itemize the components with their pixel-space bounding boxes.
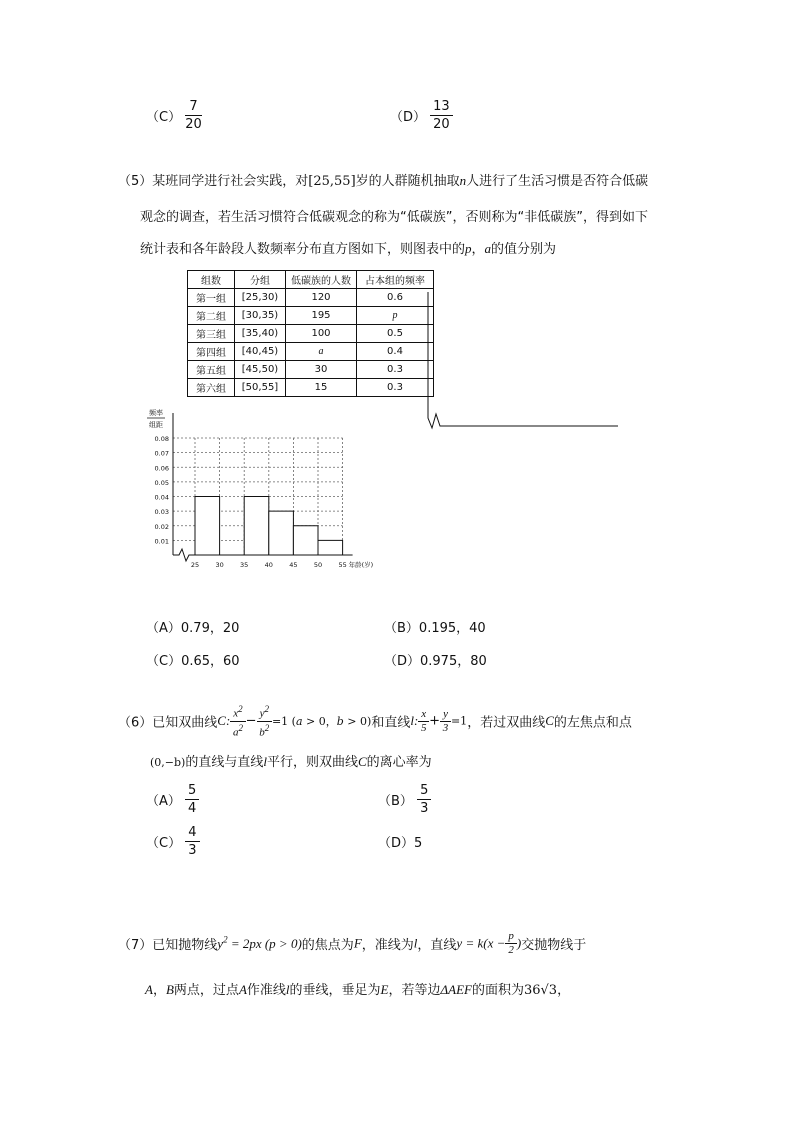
plus-sign: + [429, 713, 441, 729]
table-row [188, 361, 434, 379]
numerator: $y^2$ [257, 703, 272, 722]
q5-option-b: （B）0.195，40 [384, 621, 486, 636]
q6-option-d: （D）5 [378, 836, 423, 851]
y-axis-label: 组距 [149, 421, 163, 429]
table-cell: [50,55] [235, 379, 286, 397]
table-cell: 第三组 [188, 325, 235, 343]
x-tick-label: 35 [240, 561, 249, 569]
numerator: 5 [185, 782, 199, 800]
y-tick-label: 0.07 [154, 449, 169, 458]
numerator: x [418, 708, 429, 722]
q6-option-c [146, 824, 200, 859]
q4-option-d [390, 98, 453, 133]
table-cell: 195 [286, 307, 357, 325]
fraction [257, 703, 272, 739]
x-tick-label: 30 [215, 561, 224, 569]
y-tick-label: 0.06 [154, 464, 169, 473]
numerator: 13 [430, 98, 453, 116]
x-tick-label: 40 [264, 561, 273, 569]
point: (0,−b) [150, 756, 186, 769]
text: 岁的人群随机抽取 [355, 174, 460, 189]
numerator: p [505, 930, 517, 944]
area-value: 36√3 [523, 983, 558, 998]
text: 和直线 [371, 715, 411, 731]
x-tick-label: 55 [338, 561, 347, 569]
text: ，若等边 [388, 983, 441, 998]
numerator: y [440, 708, 451, 722]
numerator: $x^2$ [230, 703, 245, 722]
table-cell: 0.4 [357, 343, 434, 361]
table-header: 分组 [235, 271, 286, 289]
var-l: l [263, 754, 267, 769]
histogram-bar [293, 526, 318, 555]
text: 两点，过点 [173, 983, 239, 998]
frequency-histogram [125, 405, 395, 575]
equation-line: y = k(x − [456, 935, 506, 951]
minus-sign: − [245, 713, 257, 729]
q4-option-c [146, 98, 202, 133]
text: 的焦点为 [301, 938, 354, 953]
table-cell: 第五组 [188, 361, 235, 379]
text: 人进行了生活习惯是否符合低碳 [466, 174, 649, 189]
fraction [185, 824, 199, 859]
x-tick-label: 50 [313, 561, 323, 569]
table-row [188, 343, 434, 361]
table-cell: [45,50) [235, 361, 286, 379]
var-C: C [358, 754, 367, 769]
x-axis-label: 年龄(岁) [348, 561, 374, 569]
table-cell: [40,45) [235, 343, 286, 361]
table-cell: 15 [286, 379, 357, 397]
fraction [440, 708, 451, 735]
numerator: 5 [417, 782, 431, 800]
text: 作准线 [246, 983, 286, 998]
table-header: 占本组的频率 [357, 271, 434, 289]
text: ， [152, 983, 166, 998]
histogram-bar [244, 497, 269, 556]
table-header: 低碳族的人数 [286, 271, 357, 289]
var-F: F [353, 935, 362, 951]
x-tick-label: 45 [289, 561, 298, 569]
y-tick-label: 0.05 [154, 478, 169, 487]
denominator: 3 [188, 843, 197, 858]
denominator: 3 [420, 801, 429, 816]
var-E: E [380, 982, 389, 997]
y-tick-label: 0.08 [154, 435, 169, 443]
x-tick-label: 25 [190, 561, 200, 569]
var-B: B [165, 982, 174, 997]
numerator: 7 [185, 98, 202, 116]
y-tick-label: 0.04 [154, 493, 169, 502]
text: 平行，则双曲线 [266, 755, 358, 770]
table-cell: 0.5 [357, 325, 434, 343]
y-tick-label: 0.01 [154, 537, 169, 546]
table-cell: 30 [286, 361, 357, 379]
y-axis-label: 频率 [149, 409, 163, 417]
table-cell: 0.3 [357, 361, 434, 379]
denominator: 3 [442, 721, 449, 734]
fraction [505, 930, 517, 957]
y-tick-label: 0.03 [154, 508, 169, 517]
numerator: 4 [185, 824, 199, 842]
bars [195, 497, 343, 556]
equation-hyperbola: C: [217, 713, 231, 729]
text: 观念的调查，若生活习惯符合低碳观念的称为“低碳族”，否则称为“非低碳族”，得到如下 [140, 210, 648, 225]
fraction [185, 782, 199, 817]
table-cell: a [286, 343, 357, 361]
fraction [230, 703, 245, 739]
triangle-AEF: ΔAEF [440, 982, 472, 997]
table-cell: 100 [286, 325, 357, 343]
table-cell: [35,40) [235, 325, 286, 343]
q6-option-b [378, 782, 431, 817]
fraction [430, 98, 453, 133]
q6-option-a [146, 782, 199, 817]
option-label: （A） [146, 794, 181, 809]
equation-line: l: [410, 713, 419, 729]
text: （5）某班同学进行社会实践，对 [118, 174, 309, 189]
table-row [188, 325, 434, 343]
table-cell: 0.6 [357, 289, 434, 307]
text: 的直线与直线 [185, 755, 264, 770]
text: ，准线为 [361, 938, 414, 953]
var-A: A [238, 982, 247, 997]
text: ， [557, 983, 571, 998]
table-cell: 第四组 [188, 343, 235, 361]
table-cell: 0.3 [357, 379, 434, 397]
interval: [25,55] [308, 174, 356, 189]
text: 统计表和各年龄段人数频率分布直方图如下，则图表中的 [140, 242, 466, 257]
option-label: （B） [378, 794, 413, 809]
var-p: p [465, 241, 472, 256]
var-C: C [545, 713, 554, 729]
histogram-bar [195, 497, 220, 556]
var-a: a [484, 241, 492, 256]
fraction [417, 782, 431, 817]
table-cell: p [357, 307, 434, 325]
table-cell: [30,35) [235, 307, 286, 325]
equals-one: =1 [450, 714, 468, 728]
text: 的值分别为 [491, 242, 557, 257]
denominator: $a^2$ [232, 722, 243, 739]
table-cell: 120 [286, 289, 357, 307]
var-l: l [285, 982, 290, 997]
denominator: $b^2$ [259, 722, 270, 739]
text: ，直线 [417, 938, 457, 953]
table-cell: 第六组 [188, 379, 235, 397]
text: 的左焦点和点 [553, 715, 632, 731]
text: 交抛物线于 [521, 938, 587, 953]
equation-parabola: $y^2 = 2px$ (p > 0) [217, 934, 302, 952]
denominator: 20 [185, 117, 202, 132]
fraction [418, 708, 429, 735]
statistics-table [187, 270, 434, 397]
text: ， [471, 242, 485, 257]
option-label: （C） [146, 110, 182, 125]
table-row [188, 289, 434, 307]
table-row [188, 379, 434, 397]
table-header: 组数 [188, 271, 235, 289]
q5-line-2 [140, 206, 648, 225]
text: （6）已知双曲线 [118, 715, 218, 731]
var-n: n [459, 173, 467, 188]
q5-line-1 [118, 170, 648, 189]
q7-line-2 [145, 979, 570, 998]
table-row [188, 307, 434, 325]
var-A: A [145, 982, 153, 997]
q5-option-a: （A）0.79，20 [146, 621, 240, 636]
q7-line-1 [118, 930, 586, 957]
fraction [185, 98, 202, 133]
histogram-bar [318, 540, 343, 555]
text: （7）已知抛物线 [118, 938, 218, 953]
q5-option-c: （C）0.65，60 [146, 654, 240, 669]
denominator: 2 [508, 944, 514, 956]
table-cell: 第一组 [188, 289, 235, 307]
stray-connector-line [420, 290, 630, 440]
q6-line-1 [118, 703, 632, 739]
denominator: 20 [433, 117, 450, 132]
close-paren: ) [516, 935, 522, 951]
y-tick-label: 0.02 [154, 522, 169, 531]
table-header-row [188, 271, 434, 289]
table-cell: [25,30) [235, 289, 286, 307]
option-label: （C） [146, 836, 182, 851]
option-label: （D） [390, 110, 427, 125]
table-cell: 第二组 [188, 307, 235, 325]
q5-line-3 [140, 238, 556, 257]
text: ，若过双曲线 [467, 715, 546, 731]
q6-line-2 [150, 751, 432, 770]
text: 的面积为 [471, 983, 524, 998]
histogram-bar [269, 511, 294, 555]
q5-option-d: （D）0.975，80 [384, 654, 487, 669]
condition: =1 (a > 0，b > 0) [271, 715, 372, 729]
text: 的离心率为 [366, 755, 432, 770]
text: 的垂线，垂足为 [289, 983, 381, 998]
denominator: 5 [420, 721, 427, 734]
denominator: 4 [188, 801, 197, 816]
var-l: l [413, 935, 418, 951]
